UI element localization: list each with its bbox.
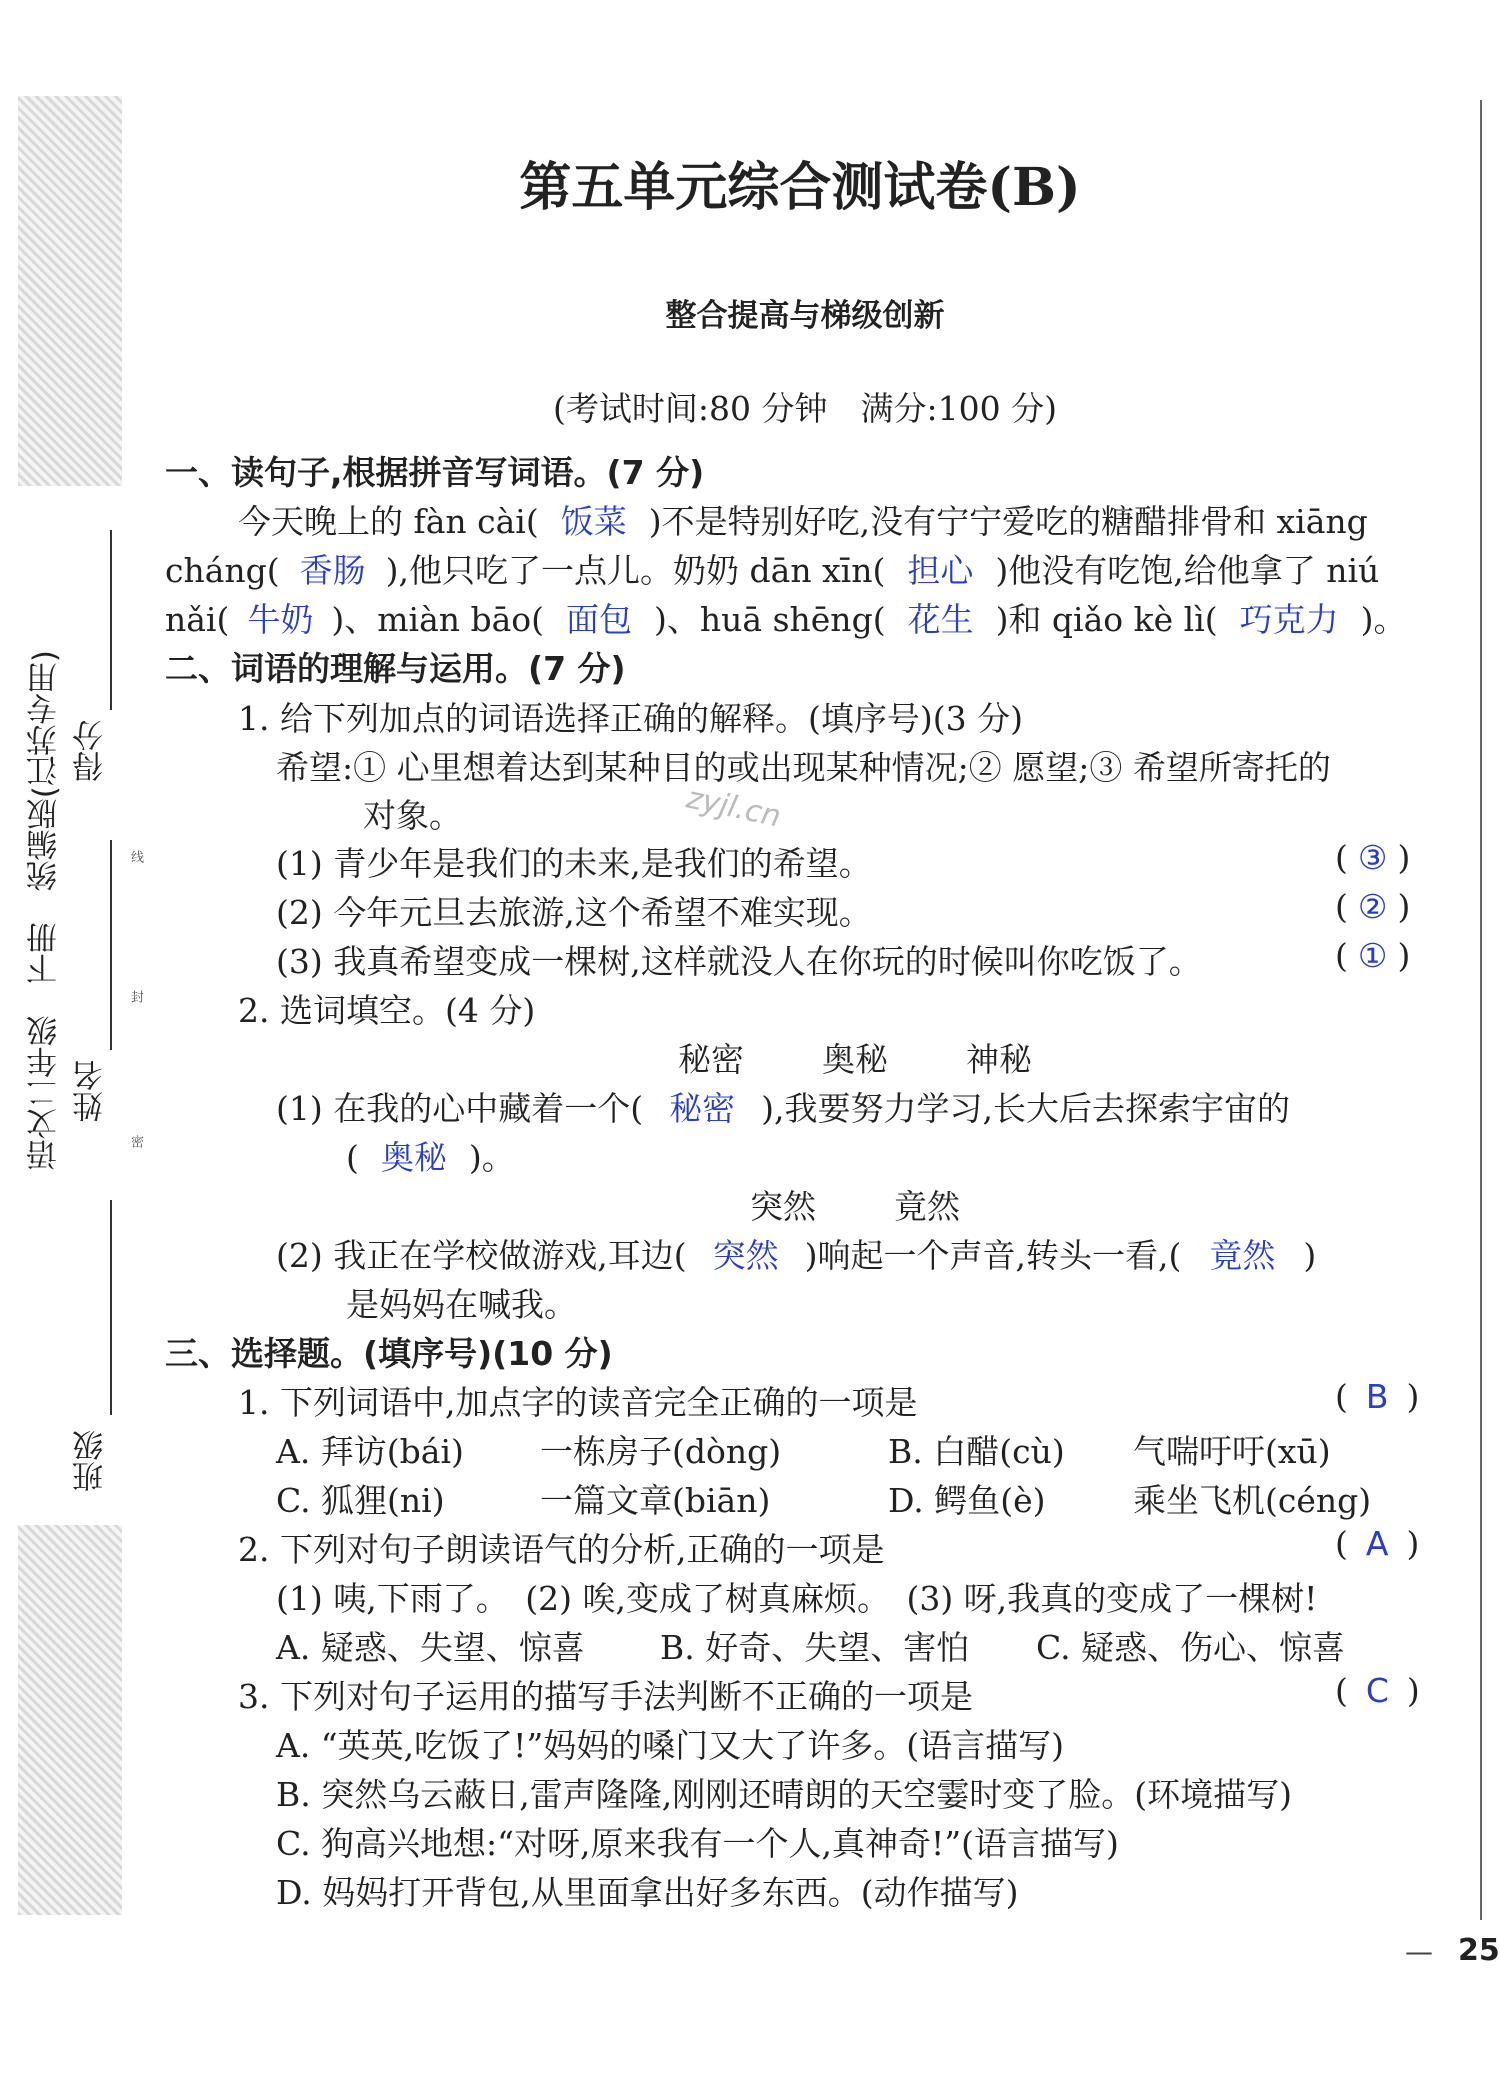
answer-q1-item1: ③ bbox=[1357, 838, 1388, 877]
section3-q3-stem: 3. 下列对句子运用的描写手法判断不正确的一项是 bbox=[238, 1677, 973, 1716]
word-choice-row2 bbox=[750, 1181, 960, 1228]
section2-q2-item1: (1) 在我的心中藏着一个( 秘密 ),我要努力学习,长大后去探索宇宙的 bbox=[276, 1089, 1290, 1128]
watermark: zyjl.cn bbox=[683, 780, 784, 835]
word-aomi: 奥秘 bbox=[822, 1040, 888, 1079]
section1-heading: 一、读句子,根据拼音写词语。(7 分) bbox=[165, 453, 705, 492]
s3-q2-optB: B. 好奇、失望、害怕 bbox=[660, 1628, 970, 1667]
section3-q1-bracket: ( B ) bbox=[1335, 1377, 1420, 1416]
section2-q1-item1-bracket: ( ③ ) bbox=[1335, 838, 1411, 877]
section3-heading: 三、选择题。(填序号)(10 分) bbox=[165, 1334, 613, 1373]
s3-q2-sentences: (1) 咦,下雨了。 (2) 唉,变成了树真麻烦。 (3) 呀,我真的变成了一棵树! bbox=[276, 1579, 1318, 1618]
s3-q2-optA: A. 疑惑、失望、惊喜 bbox=[276, 1628, 585, 1667]
section2-q2-stem: 2. 选词填空。(4 分) bbox=[238, 991, 536, 1030]
s3-q3-optB: B. 突然乌云蔽日,雷声隆隆,刚刚还晴朗的天空霎时变了脸。(环境描写) bbox=[276, 1775, 1292, 1814]
s3-q3-optA: A. “英英,吃饭了!”妈妈的嗓门又大了许多。(语言描写) bbox=[276, 1726, 1065, 1765]
name-underline bbox=[110, 840, 112, 1050]
section3-q1-stem: 1. 下列词语中,加点字的读音完全正确的一项是 bbox=[238, 1383, 918, 1422]
word-shenmi: 神秘 bbox=[966, 1040, 1032, 1079]
seal-char-mi: 密 bbox=[128, 1135, 143, 1148]
section2-q1-def1: 希望:① 心里想着达到某种目的或出现某种情况;② 愿望;③ 希望所寄托的 bbox=[276, 748, 1331, 787]
score-underline bbox=[110, 530, 112, 710]
class-underline bbox=[110, 1200, 112, 1415]
answer-s3-q3: C bbox=[1365, 1671, 1389, 1710]
sidebar-name-label: 姓名 bbox=[73, 1060, 109, 1122]
answer-q1-item3: ① bbox=[1357, 936, 1388, 975]
s3-q1-optD2: 乘坐飞机(céng) bbox=[1133, 1481, 1372, 1520]
answer-jingran: 竟然 bbox=[1209, 1236, 1276, 1275]
seal-char-feng: 封 bbox=[128, 990, 143, 1003]
answer-aomi: 奥秘 bbox=[380, 1138, 447, 1177]
answer-mimi: 秘密 bbox=[669, 1089, 736, 1128]
s3-q1-optB: B. 白醋(cù) bbox=[888, 1432, 1065, 1471]
section3-q2-stem: 2. 下列对句子朗读语气的分析,正确的一项是 bbox=[238, 1530, 885, 1569]
word-turan: 突然 bbox=[750, 1187, 816, 1226]
answer-danxin: 担心 bbox=[907, 551, 974, 590]
section1-line1: 今天晚上的 fàn cài( 饭菜 )不是特别好吃,没有宁宁爱吃的糖醋排骨和 xiāng bbox=[238, 502, 1368, 541]
section2-q1-item3-bracket: ( ① ) bbox=[1335, 936, 1411, 975]
answer-turan: 突然 bbox=[712, 1236, 779, 1275]
answer-s3-q1: B bbox=[1365, 1377, 1389, 1416]
exam-info: (考试时间:80 分钟 满分:100 分) bbox=[553, 389, 1057, 428]
s3-q3-optC: C. 狗高兴地想:“对呀,原来我有一个人,真神奇!”(语言描写) bbox=[276, 1824, 1119, 1863]
section2-heading: 二、词语的理解与运用。(7 分) bbox=[165, 649, 626, 688]
s3-q1-optA: A. 拜访(bái) bbox=[276, 1432, 464, 1471]
section2-q1-stem: 1. 给下列加点的词语选择正确的解释。(填序号)(3 分) bbox=[238, 699, 1023, 738]
word-jingran: 竟然 bbox=[894, 1187, 960, 1226]
word-choice-row1 bbox=[678, 1034, 1032, 1081]
answer-q1-item2: ② bbox=[1357, 887, 1388, 926]
section1-line2: cháng( 香肠 ),他只吃了一点儿。奶奶 dān xīn( 担心 )他没有吃饱,给他拿了 niú bbox=[165, 551, 1380, 590]
answer-fancai: 饭菜 bbox=[560, 502, 627, 541]
sidebar-book-info: 语文二年级 下册 统编版(江苏专用) bbox=[27, 650, 63, 1171]
section2-q1-item1: (1) 青少年是我们的未来,是我们的希望。 bbox=[276, 844, 872, 883]
s3-q1-optA2: 一栋房子(dòng) bbox=[540, 1432, 782, 1471]
s3-q2-optC: C. 疑惑、伤心、惊喜 bbox=[1036, 1628, 1346, 1667]
section2-q1-item2: (2) 今年元旦去旅游,这个希望不难实现。 bbox=[276, 893, 872, 932]
section2-q2-item1-cont: ( 奥秘 )。 bbox=[346, 1138, 515, 1177]
answer-xiangchang: 香肠 bbox=[299, 551, 366, 590]
sidebar-score-label: 得分 bbox=[73, 720, 109, 782]
right-margin-rule bbox=[1480, 100, 1482, 1920]
answer-qiaokeli: 巧克力 bbox=[1239, 600, 1339, 639]
section2-q1-item2-bracket: ( ② ) bbox=[1335, 887, 1411, 926]
answer-niunai: 牛奶 bbox=[247, 600, 314, 639]
page-dash: — bbox=[1405, 1935, 1433, 1968]
section2-q2-item2-cont: 是妈妈在喊我。 bbox=[346, 1285, 577, 1324]
word-mimi: 秘密 bbox=[678, 1040, 744, 1079]
seal-char-xian: 线 bbox=[128, 850, 143, 863]
section2-q1-def2: 对象。 bbox=[363, 796, 462, 835]
section2-q2-item2: (2) 我正在学校做游戏,耳边( 突然 )响起一个声音,转头一看,( 竟然 ) bbox=[276, 1236, 1317, 1275]
section2-q1-item3: (3) 我真希望变成一棵树,这样就没人在你玩的时候叫你吃饭了。 bbox=[276, 942, 1202, 981]
section3-q3-bracket: ( C ) bbox=[1335, 1671, 1420, 1710]
s3-q1-optB2: 气喘吁吁(xū) bbox=[1133, 1432, 1331, 1471]
sidebar-class-label: 班级 bbox=[73, 1430, 109, 1492]
answer-s3-q2: A bbox=[1365, 1524, 1389, 1563]
s3-q1-optC: C. 狐狸(ni) bbox=[276, 1481, 445, 1520]
s3-q1-optC2: 一篇文章(biān) bbox=[540, 1481, 771, 1520]
page-number: 25 bbox=[1458, 1933, 1500, 1968]
section3-q2-bracket: ( A ) bbox=[1335, 1524, 1420, 1563]
s3-q1-optD: D. 鳄鱼(è) bbox=[888, 1481, 1046, 1520]
s3-q3-optD: D. 妈妈打开背包,从里面拿出好多东西。(动作描写) bbox=[276, 1873, 1019, 1912]
answer-mianbao: 面包 bbox=[566, 600, 633, 639]
decorative-strip-bottom bbox=[18, 1525, 122, 1915]
page-subtitle: 整合提高与梯级创新 bbox=[665, 298, 945, 334]
answer-huasheng: 花生 bbox=[907, 600, 974, 639]
section1-line3: nǎi( 牛奶 )、miàn bāo( 面包 )、huā shēng( 花生 )和 qiǎo kè lì( 巧克力 )。 bbox=[165, 600, 1407, 639]
page-title: 第五单元综合测试卷(B) bbox=[519, 157, 1081, 218]
